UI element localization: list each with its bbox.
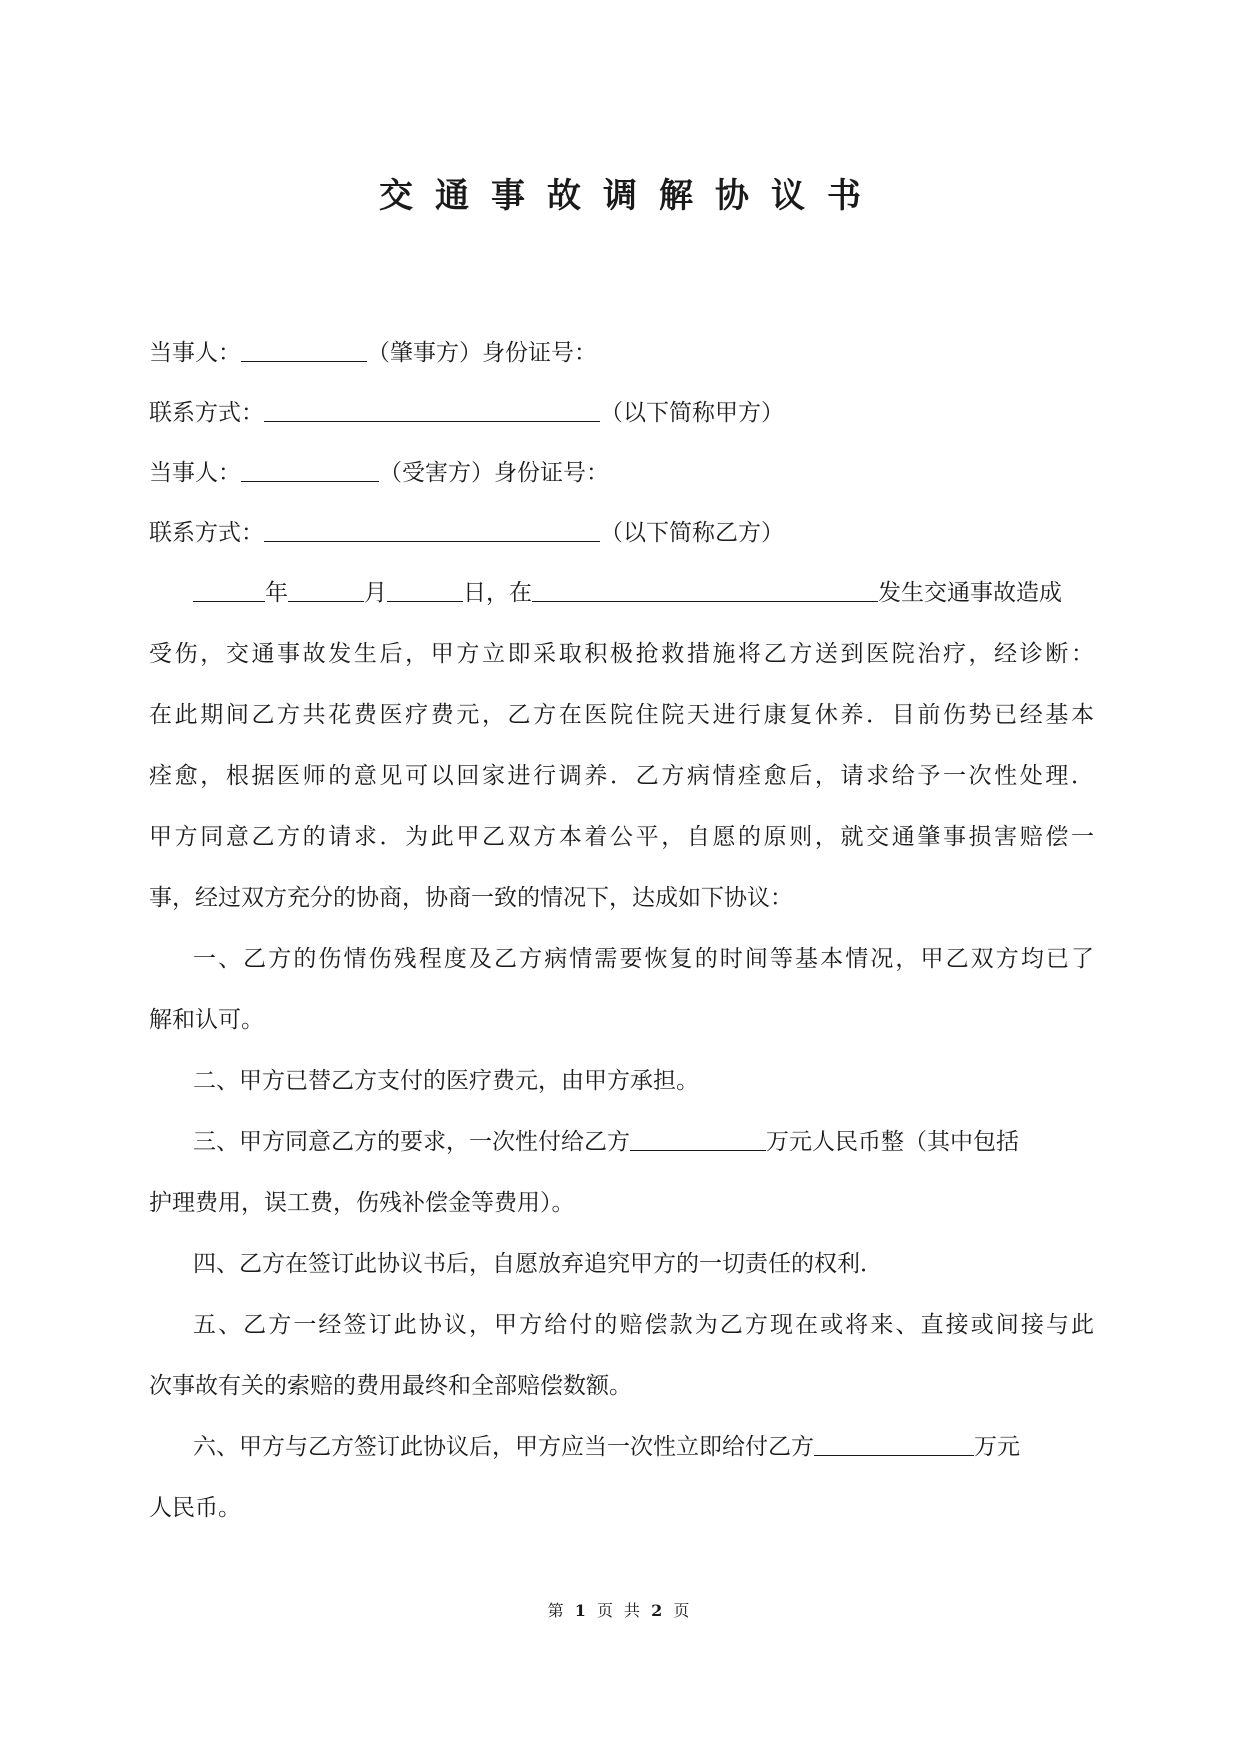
clause-3-line-1 bbox=[193, 1125, 1094, 1159]
month-label: 月 bbox=[364, 580, 387, 606]
clause-3-line-2: 护理费用，误工费，伤残补偿金等费用）。 bbox=[149, 1190, 575, 1216]
page-number: 1 bbox=[574, 1601, 589, 1620]
document-title: 交通事故调解协议书 bbox=[379, 176, 883, 216]
page-total: 2 bbox=[651, 1601, 666, 1620]
party-b-alias: （以下简称乙方） bbox=[600, 520, 784, 546]
party-a-contact-line bbox=[149, 396, 1094, 430]
clause-1-line-2: 解和认可。 bbox=[149, 1007, 264, 1033]
party-b-contact-line bbox=[149, 516, 1094, 550]
footer-mid: 页 共 bbox=[596, 1601, 644, 1620]
clause-6-line-2: 人民币。 bbox=[149, 1495, 241, 1521]
clause-3-tail: 万元人民币整（其中包括 bbox=[766, 1129, 1019, 1155]
party-a-alias: （以下简称甲方） bbox=[600, 400, 784, 426]
page-footer bbox=[0, 1600, 1240, 1622]
day-label: 日，在 bbox=[463, 580, 532, 606]
party-b-line bbox=[149, 456, 1094, 490]
clause-6-tail: 万元 bbox=[974, 1434, 1020, 1460]
party-b-label: 当事人： bbox=[149, 460, 241, 486]
clause-6-line-1 bbox=[193, 1430, 1094, 1464]
footer-post: 页 bbox=[673, 1601, 693, 1620]
clause-5-line-2: 次事故有关的索赔的费用最终和全部赔偿数额。 bbox=[149, 1373, 632, 1399]
amount-blank-1[interactable] bbox=[630, 1128, 766, 1151]
date-line bbox=[193, 576, 1094, 610]
party-a-contact-blank[interactable] bbox=[264, 399, 600, 422]
date-tail: 发生交通事故造成 bbox=[878, 580, 1062, 606]
paragraph-line: 事，经过双方充分的协商，协商一致的情况下，达成如下协议： bbox=[149, 885, 793, 911]
clause-5-line-1: 五、乙方一经签订此协议，甲方给付的赔偿款为乙方现在或将来、直接或间接与此 bbox=[193, 1312, 1094, 1338]
party-a-name-blank[interactable] bbox=[241, 339, 367, 362]
clause-1-line-1: 一、乙方的伤情伤残程度及乙方病情需要恢复的时间等基本情况，甲乙双方均已了 bbox=[193, 946, 1094, 972]
amount-blank-2[interactable] bbox=[814, 1433, 974, 1456]
party-a-role: （肇事方）身份证号： bbox=[367, 340, 597, 366]
party-b-contact-label: 联系方式： bbox=[149, 520, 264, 546]
paragraph-line: 在此期间乙方共花费医疗费元，乙方在医院住院天进行康复休养．目前伤势已经基本 bbox=[149, 702, 1094, 728]
clause-4-line-1: 四、乙方在签订此协议书后，自愿放弃追究甲方的一切责任的权利． bbox=[193, 1251, 883, 1277]
paragraph-line: 痊愈，根据医师的意见可以回家进行调养．乙方病情痊愈后，请求给予一次性处理． bbox=[149, 763, 1094, 789]
party-b-contact-blank[interactable] bbox=[264, 519, 600, 542]
clause-6-head: 六、甲方与乙方签订此协议后，甲方应当一次性立即给付乙方 bbox=[193, 1434, 814, 1460]
paragraph-line: 甲方同意乙方的请求．为此甲乙双方本着公平，自愿的原则，就交通肇事损害赔偿一 bbox=[149, 824, 1094, 850]
year-blank[interactable] bbox=[193, 579, 265, 602]
party-a-label: 当事人： bbox=[149, 340, 241, 366]
day-blank[interactable] bbox=[387, 579, 463, 602]
clause-3-head: 三、甲方同意乙方的要求，一次性付给乙方 bbox=[193, 1129, 630, 1155]
month-blank[interactable] bbox=[288, 579, 364, 602]
footer-pre: 第 bbox=[547, 1601, 567, 1620]
location-blank[interactable] bbox=[532, 579, 878, 602]
paragraph-line: 受伤，交通事故发生后，甲方立即采取积极抢救措施将乙方送到医院治疗，经诊断： bbox=[149, 641, 1094, 667]
clause-2-line-1: 二、甲方已替乙方支付的医疗费元，由甲方承担。 bbox=[193, 1068, 699, 1094]
party-a-line bbox=[149, 336, 1094, 370]
party-a-contact-label: 联系方式： bbox=[149, 400, 264, 426]
year-label: 年 bbox=[265, 580, 288, 606]
party-b-name-blank[interactable] bbox=[241, 459, 379, 482]
party-b-role: （受害方）身份证号： bbox=[379, 460, 609, 486]
